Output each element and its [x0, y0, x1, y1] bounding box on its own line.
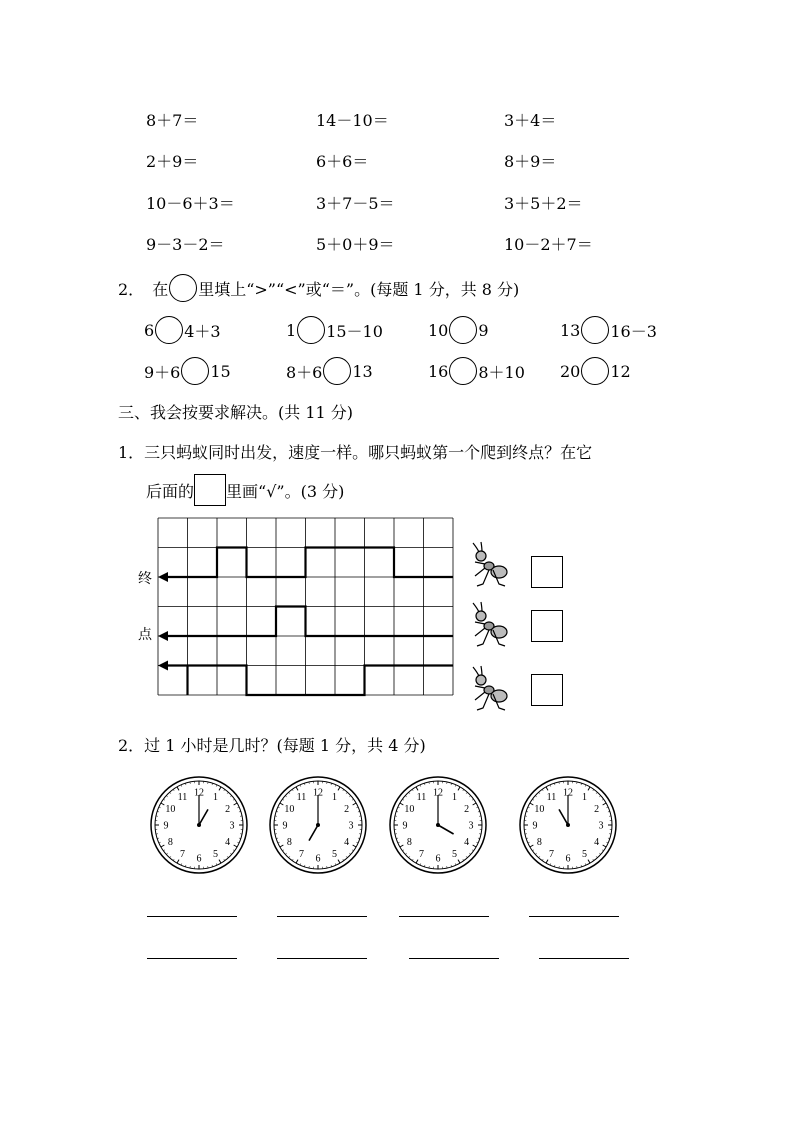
q1-prefix: 后面的 — [146, 481, 195, 501]
clock-tick — [535, 853, 536, 854]
clock-number: 11 — [416, 791, 427, 803]
clock-tick — [469, 796, 470, 797]
clock-number: 4 — [225, 837, 231, 848]
arrow-icon — [158, 572, 168, 582]
clock-tick — [234, 845, 237, 847]
clock-tick — [285, 796, 286, 797]
path-ant-3 — [162, 666, 453, 696]
clock-tick — [173, 859, 174, 861]
clock-tick — [602, 799, 604, 800]
clock-tick — [233, 850, 235, 851]
clock-tick — [542, 789, 543, 791]
clock-tick — [346, 792, 347, 793]
clock-number: 7 — [419, 849, 424, 861]
q2-prefix: 在 — [152, 279, 169, 299]
clock-tick — [539, 856, 540, 857]
compare-right: 13 — [352, 361, 373, 381]
clock-tick — [599, 853, 600, 854]
clock-tick — [161, 803, 164, 805]
path-ant-2 — [162, 607, 453, 637]
compare-left: 20 — [560, 361, 581, 381]
clock-tick — [170, 856, 171, 857]
clock-tick — [282, 799, 284, 800]
clock-number: 6 — [196, 853, 202, 865]
q2-suffix: 里填上“>”“<”或“＝”。(每题 1 分，共 8 分) — [198, 279, 520, 299]
clock-tick — [603, 803, 606, 805]
clock-number: 12 — [194, 787, 204, 799]
compare-right: 8＋10 — [478, 362, 525, 382]
clock-tick — [473, 803, 476, 805]
clock-tick — [472, 850, 474, 851]
clock-number: 4 — [344, 837, 350, 848]
compare-right: 15 — [210, 361, 231, 381]
clock-tick — [405, 853, 406, 854]
compare-right: 15－10 — [326, 321, 383, 341]
clock-tick — [292, 859, 293, 861]
clock-number: 5 — [582, 849, 587, 861]
clock-tick — [280, 845, 283, 847]
clock-tick — [593, 789, 594, 791]
clock-tick — [463, 789, 464, 791]
clock-tick — [289, 792, 290, 793]
question-text: 2．过 1 小时是几时？(每题 1 分，共 4 分) — [118, 736, 426, 755]
finish-label: 点 — [138, 627, 152, 643]
answer-blank[interactable] — [539, 958, 629, 959]
compare-right: 4＋3 — [184, 321, 221, 341]
clock-tick — [458, 787, 460, 790]
clock-tick — [227, 792, 228, 793]
clock-tick — [473, 845, 476, 847]
clock-face — [268, 775, 368, 875]
clock-tick — [603, 845, 606, 847]
clock-tick — [588, 860, 590, 863]
clock-number: 3 — [598, 820, 604, 832]
equation: 6＋6＝ — [316, 152, 369, 171]
clock-tick — [409, 856, 410, 857]
clock-tick — [349, 853, 350, 854]
clock-tick — [224, 859, 225, 861]
clock-tick — [285, 853, 286, 854]
clock-tick — [412, 789, 413, 791]
equation: 10－6＋3＝ — [146, 194, 235, 213]
compare-left: 6 — [144, 320, 155, 340]
clock-tick — [412, 859, 413, 861]
clock-tick — [593, 859, 594, 861]
compare-item — [560, 316, 657, 344]
clock-tick — [416, 787, 418, 790]
compare-circle-input[interactable] — [181, 357, 209, 385]
ant-icon — [465, 664, 511, 714]
clock-number: 11 — [296, 791, 307, 803]
clock-tick — [219, 860, 221, 863]
clock-number: 7 — [180, 849, 185, 861]
answer-checkbox[interactable] — [531, 610, 563, 642]
clock-tick — [402, 799, 404, 800]
clock-tick — [588, 787, 590, 790]
answer-checkbox[interactable] — [531, 674, 563, 706]
answer-circle-example — [169, 274, 197, 302]
clock-tick — [177, 787, 179, 790]
clock-tick — [469, 853, 470, 854]
clock-center — [566, 823, 570, 827]
arrow-icon — [158, 661, 168, 671]
clock-number: 3 — [229, 820, 235, 832]
compare-circle-input[interactable] — [323, 357, 351, 385]
compare-item — [428, 316, 489, 344]
clock-tick — [596, 856, 597, 857]
clock-number: 6 — [565, 853, 571, 865]
clock-tick — [352, 799, 354, 800]
equation: 9－3－2＝ — [146, 235, 225, 254]
clock-tick — [409, 792, 410, 793]
clock-tick — [353, 803, 356, 805]
clock-tick — [173, 789, 174, 791]
clock-tick — [352, 850, 354, 851]
clock-center — [436, 823, 440, 827]
clock-number: 7 — [299, 849, 304, 861]
compare-right: 16－3 — [610, 321, 657, 341]
compare-circle-input[interactable] — [581, 316, 609, 344]
clock-number: 12 — [433, 787, 443, 799]
clock-number: 9 — [532, 820, 538, 832]
clock-tick — [338, 787, 340, 790]
ant-icon — [465, 540, 511, 590]
compare-item — [428, 357, 525, 385]
clock-tick — [282, 850, 284, 851]
answer-checkbox[interactable] — [531, 556, 563, 588]
ant-icon — [465, 600, 511, 650]
clock-tick — [596, 792, 597, 793]
path-ant-1 — [162, 548, 453, 578]
clock-center — [197, 823, 201, 827]
clock-number: 12 — [563, 787, 573, 799]
clock-number: 9 — [402, 820, 408, 832]
clock-number: 10 — [404, 804, 415, 815]
clock-number: 2 — [594, 804, 600, 815]
clock-tick — [170, 792, 171, 793]
compare-circle-input[interactable] — [155, 316, 183, 344]
equation: 10－2＋7＝ — [504, 235, 593, 254]
clock-tick — [346, 856, 347, 857]
clock-tick — [472, 799, 474, 800]
answer-blank[interactable] — [147, 916, 237, 917]
clock-number: 11 — [546, 791, 557, 803]
compare-item — [144, 316, 221, 344]
equation: 14－10＝ — [316, 111, 389, 130]
clock-tick — [224, 789, 225, 791]
clock-tick — [161, 845, 164, 847]
clock-tick — [230, 853, 231, 854]
compare-right: 9 — [478, 320, 489, 340]
clock-number: 5 — [332, 849, 337, 861]
hour-hand — [309, 825, 318, 841]
clock-number: 4 — [594, 837, 600, 848]
compare-item — [286, 316, 383, 344]
compare-item — [286, 357, 373, 385]
clock-tick — [530, 803, 533, 805]
hour-hand — [438, 825, 454, 834]
clock-tick — [458, 860, 460, 863]
clock-tick — [163, 850, 165, 851]
clock-tick — [234, 803, 237, 805]
clock-tick — [233, 799, 235, 800]
clock-tick — [546, 860, 548, 863]
hour-hand — [199, 809, 208, 825]
clock-face — [518, 775, 618, 875]
clock-number: 2 — [464, 804, 470, 815]
answer-blank[interactable] — [277, 958, 367, 959]
clock-tick — [416, 860, 418, 863]
clock-number: 12 — [313, 787, 323, 799]
q1-suffix: 里画“√”。(3 分) — [226, 481, 345, 501]
clock-number: 2 — [344, 804, 350, 815]
compare-left: 8＋6 — [286, 362, 323, 382]
clock-tick — [532, 799, 534, 800]
clock-tick — [546, 787, 548, 790]
ant-paths — [162, 548, 453, 696]
clock-number: 1 — [213, 791, 218, 803]
clock-tick — [530, 845, 533, 847]
clock-number: 10 — [284, 804, 295, 815]
clock-tick — [177, 860, 179, 863]
clock-face — [388, 775, 488, 875]
clock-tick — [402, 850, 404, 851]
clock-tick — [219, 787, 221, 790]
hour-hand — [559, 809, 568, 825]
clock-face — [149, 775, 249, 875]
compare-circle-input[interactable] — [449, 357, 477, 385]
equation: 5＋0＋9＝ — [316, 235, 395, 254]
clock-tick — [463, 859, 464, 861]
clock-number: 1 — [452, 791, 457, 803]
clock-tick — [599, 796, 600, 797]
answer-blank[interactable] — [409, 958, 499, 959]
answer-box-example — [194, 474, 226, 506]
clock-number: 7 — [549, 849, 554, 861]
ant-path-grid — [130, 510, 470, 710]
clock-tick — [296, 787, 298, 790]
clock-tick — [338, 860, 340, 863]
compare-circle-input[interactable] — [581, 357, 609, 385]
compare-item — [144, 357, 231, 385]
equation: 3＋4＝ — [504, 111, 557, 130]
clock-number: 4 — [464, 837, 470, 848]
compare-left: 10 — [428, 320, 449, 340]
clock-tick — [400, 803, 403, 805]
clock-tick — [535, 796, 536, 797]
clock-number: 1 — [332, 791, 337, 803]
clock-number: 10 — [165, 804, 176, 815]
clock-number: 6 — [435, 853, 441, 865]
clock-tick — [163, 799, 165, 800]
clock-tick — [349, 796, 350, 797]
clock-tick — [539, 792, 540, 793]
arrow-icon — [158, 631, 168, 641]
clock-tick — [466, 792, 467, 793]
clock-tick — [230, 796, 231, 797]
clock-tick — [602, 850, 604, 851]
clock-tick — [289, 856, 290, 857]
clock-number: 8 — [167, 837, 173, 848]
clock-tick — [466, 856, 467, 857]
clock-number: 11 — [177, 791, 188, 803]
clock-number: 8 — [406, 837, 412, 848]
q2-instruction — [118, 274, 519, 302]
compare-right: 12 — [610, 361, 631, 381]
compare-item — [560, 357, 631, 385]
clock-tick — [166, 853, 167, 854]
clock-number: 3 — [468, 820, 474, 832]
compare-left: 9＋6 — [144, 362, 181, 382]
clock-number: 2 — [225, 804, 231, 815]
arrowheads — [158, 572, 168, 671]
section-heading: 三、我会按要求解决。(共 11 分) — [118, 403, 354, 422]
compare-circle-input[interactable] — [297, 316, 325, 344]
question-text-line2 — [146, 474, 344, 506]
equation: 2＋9＝ — [146, 152, 199, 171]
clock-tick — [296, 860, 298, 863]
clock-tick — [280, 803, 283, 805]
clock-tick — [405, 796, 406, 797]
clock-tick — [227, 856, 228, 857]
clock-tick — [166, 796, 167, 797]
compare-left: 1 — [286, 320, 297, 340]
equation: 8＋7＝ — [146, 111, 199, 130]
compare-left: 16 — [428, 361, 449, 381]
clock-tick — [343, 789, 344, 791]
clock-number: 8 — [286, 837, 292, 848]
clock-number: 3 — [348, 820, 354, 832]
equation: 3＋7－5＝ — [316, 194, 395, 213]
clock-number: 8 — [536, 837, 542, 848]
clock-number: 9 — [282, 820, 288, 832]
answer-blank[interactable] — [277, 916, 367, 917]
finish-label: 终 — [138, 571, 152, 587]
clock-tick — [532, 850, 534, 851]
equation: 3＋5＋2＝ — [504, 194, 583, 213]
question-number: 2． — [118, 279, 145, 299]
clock-number: 10 — [534, 804, 545, 815]
equation: 8＋9＝ — [504, 152, 557, 171]
clock-number: 9 — [163, 820, 169, 832]
clock-center — [316, 823, 320, 827]
clock-tick — [292, 789, 293, 791]
question-text: 1．三只蚂蚁同时出发，速度一样。哪只蚂蚁第一个爬到终点？在它 — [118, 443, 593, 462]
clock-tick — [343, 859, 344, 861]
clock-number: 1 — [582, 791, 587, 803]
answer-blank[interactable] — [147, 958, 237, 959]
clock-number: 5 — [452, 849, 457, 861]
clock-number: 5 — [213, 849, 218, 861]
clock-tick — [400, 845, 403, 847]
clock-tick — [353, 845, 356, 847]
clock-tick — [542, 859, 543, 861]
answer-blank[interactable] — [399, 916, 489, 917]
clock-number: 6 — [315, 853, 321, 865]
compare-left: 13 — [560, 320, 581, 340]
answer-blank[interactable] — [529, 916, 619, 917]
compare-circle-input[interactable] — [449, 316, 477, 344]
